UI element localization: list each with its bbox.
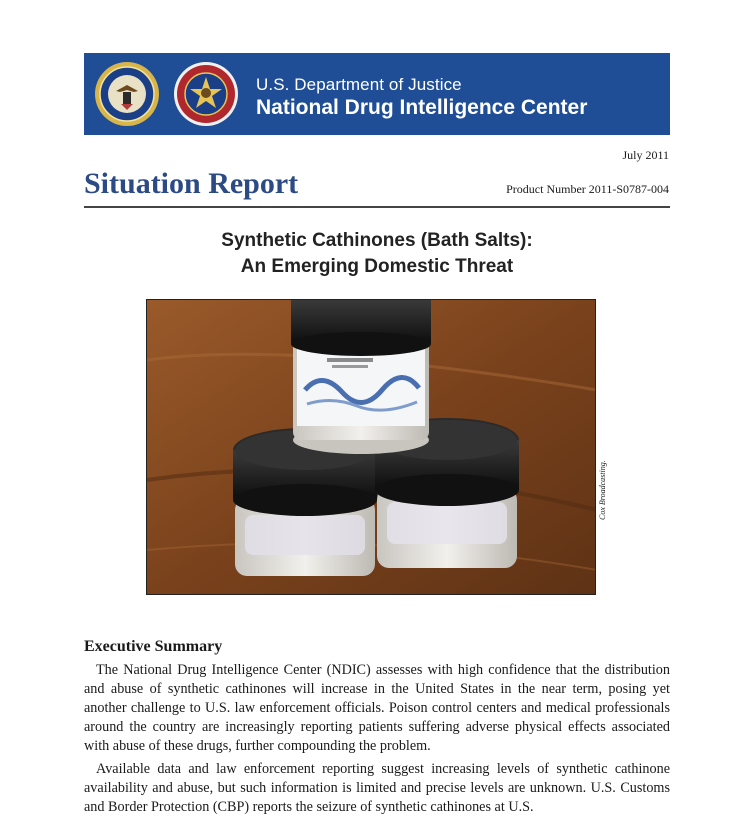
- document-title: [84, 228, 670, 280]
- header-banner: [84, 53, 670, 135]
- executive-summary-paragraph-2: Available data and law enforcement reporting suggest increasing levels of synthetic cathinone availability and abuse, but such information is limited and precise levels are unknown. U.S. Customs and Border Protection (CBP) reports the seizure of synthetic cathinones at U.S.: [84, 761, 670, 815]
- department-name: U.S. Department of Justice: [256, 75, 462, 94]
- document-title-line2: An Emerging Domestic Threat: [240, 256, 514, 277]
- header-rule: [84, 206, 670, 208]
- center-name: National Drug Intelligence Center: [256, 96, 588, 119]
- ndic-seal-icon: [173, 61, 239, 127]
- bath-salts-jars-image: [147, 300, 596, 595]
- document-title-line1: Synthetic Cathinones (Bath Salts):: [221, 230, 533, 251]
- report-date: July 2011: [622, 148, 669, 162]
- report-type-title: Situation Report: [84, 167, 299, 200]
- product-number: Product Number 2011-S0787-004: [506, 182, 669, 196]
- bath-salts-photo: [146, 299, 596, 595]
- photo-credit: Cox Broadcasting.: [598, 460, 607, 520]
- doj-seal-icon: [94, 61, 160, 127]
- executive-summary-heading: Executive Summary: [84, 638, 223, 655]
- executive-summary-paragraph-1: The National Drug Intelligence Center (NDIC) assesses with high confidence that the distribution and abuse of synthetic cathinones will increase in the United States in the near term, posing yet another challenge to U.S. law enforcement officials. Poison control centers and medical professionals around the country are increasingly reporting patients suffering adverse physical effects associated with abuse of these drugs, further compounding the problem.: [84, 662, 670, 754]
